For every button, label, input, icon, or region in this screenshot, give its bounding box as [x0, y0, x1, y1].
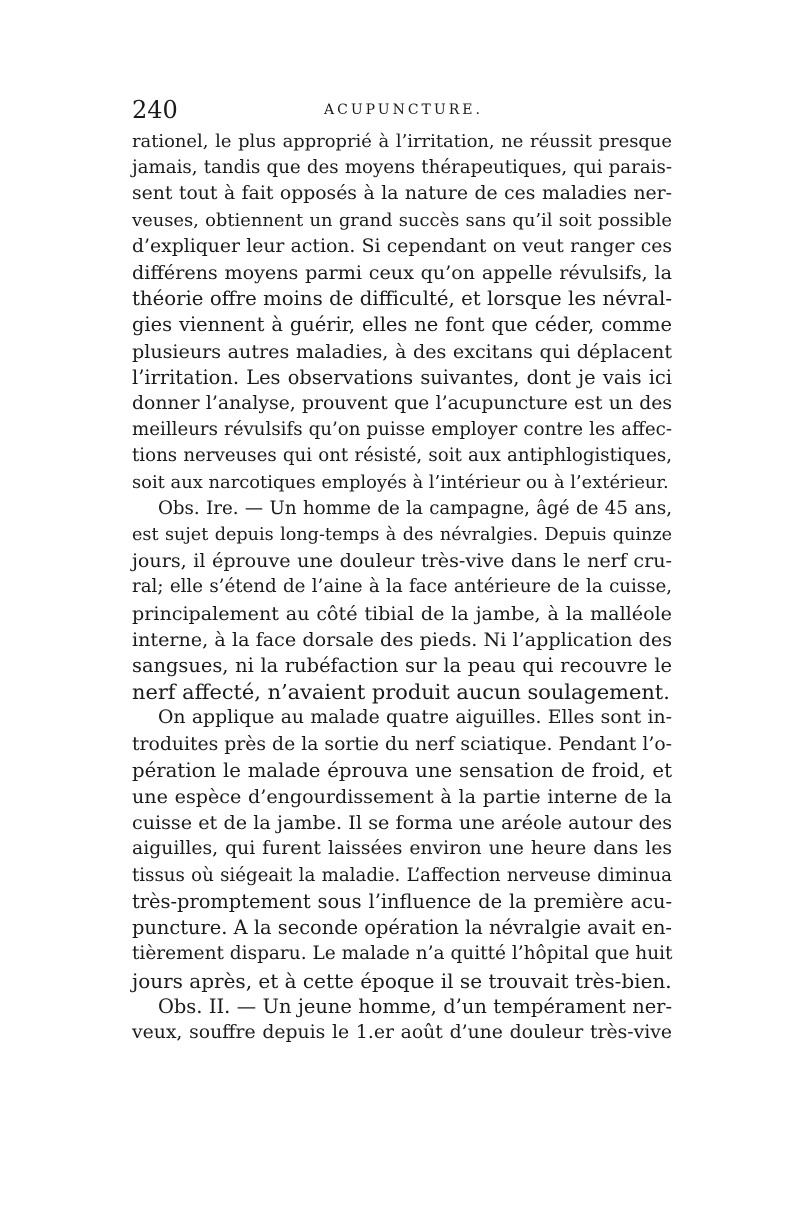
- text-line: tions nerveuses qui ont résisté, soit aux antiphlogistiques,: [132, 445, 672, 467]
- text-line: veux, souffre depuis le 1.er août d’une douleur très-vive: [132, 1021, 672, 1043]
- text-line: cuisse et de la jambe. Il se forma une aréole autour des: [132, 811, 672, 835]
- text-line: gies viennent à guérir, elles ne font que céder, comme: [132, 313, 672, 337]
- text-line: d’expliquer leur action. Si cependant on veut ranger ces: [132, 235, 672, 257]
- text-line: interne, à la face dorsale des pieds. Ni l’application des: [132, 627, 672, 651]
- text-line: troduites près de la sortie du nerf sciatique. Pendant l’o-: [132, 733, 672, 755]
- text-line: est sujet depuis long-temps à des névralgies. Depuis quinze: [132, 525, 672, 546]
- text-line: théorie offre moins de difficulté, et lorsque les névral-: [132, 287, 672, 311]
- running-title: ACUPUNCTURE.: [324, 102, 483, 118]
- text-line: sangsues, ni la rubéfaction sur la peau qui recouvre le: [132, 654, 672, 678]
- page-number: 240: [132, 96, 178, 124]
- text-line: jours après, et à cette époque il se trouvait très-bien.: [132, 968, 672, 993]
- text-line: tièrement disparu. Le malade n’a quitté l’hôpital que huit: [132, 943, 673, 965]
- text-line: une espèce d’engourdissement à la partie interne de la: [132, 785, 672, 809]
- text-line: veuses, obtiennent un grand succès sans qu’il soit possible: [132, 209, 672, 231]
- text-line: meilleurs révulsifs qu’on puisse employer contre les affec-: [132, 419, 672, 441]
- text-line: tissus où siégeait la maladie. L’affection nerveuse diminua: [132, 864, 672, 886]
- text-line: différens moyens parmi ceux qu’on appelle révulsifs, la: [132, 261, 672, 285]
- text-line: l’irritation. Les observations suivantes, dont je vais ici: [132, 365, 672, 389]
- text-line: aiguilles, qui furent laissées environ une heure dans les: [132, 838, 672, 860]
- text-line: donner l’analyse, prouvent que l’acupuncture est un des: [132, 393, 672, 415]
- text-line: puncture. A la seconde opération la névralgie avait en-: [132, 916, 672, 940]
- text-line: jamais, tandis que des moyens thérapeutiques, qui parais-: [132, 157, 672, 179]
- text-line: très-promptement sous l’influence de la première acu-: [132, 889, 672, 913]
- page-header: [132, 95, 672, 129]
- text-line: Obs. Ire. — Un homme de la campagne, âgé de 45 ans,: [158, 497, 672, 519]
- text-line: jours, il éprouve une douleur très-vive dans le nerf cru-: [132, 549, 672, 573]
- text-line: Obs. II. — Un jeune homme, d’un tempérament ner-: [158, 994, 672, 1018]
- text-line: soit aux narcotiques employés à l’intérieur ou à l’extérieur.: [132, 471, 669, 493]
- book-page: [132, 95, 672, 1046]
- text-line: rationel, le plus approprié à l’irritation, ne réussit presque: [132, 131, 672, 152]
- text-line: ral; elle s’étend de l’aine à la face antérieure de la cuisse,: [132, 576, 672, 598]
- body-text: [132, 129, 672, 1046]
- text-line: principalement au côté tibial de la jambe, à la malléole: [132, 601, 672, 625]
- text-line: sent tout à fait opposés à la nature de ces maladies ner-: [132, 183, 672, 205]
- text-line: pération le malade éprouva une sensation de froid, et: [132, 758, 672, 782]
- text-line: plusieurs autres maladies, à des excitans qui déplacent: [132, 339, 672, 363]
- text-line: nerf affecté, n’avaient produit aucun soulagement.: [132, 680, 670, 705]
- text-line: On applique au malade quatre aiguilles. Elles sont in-: [158, 707, 672, 729]
